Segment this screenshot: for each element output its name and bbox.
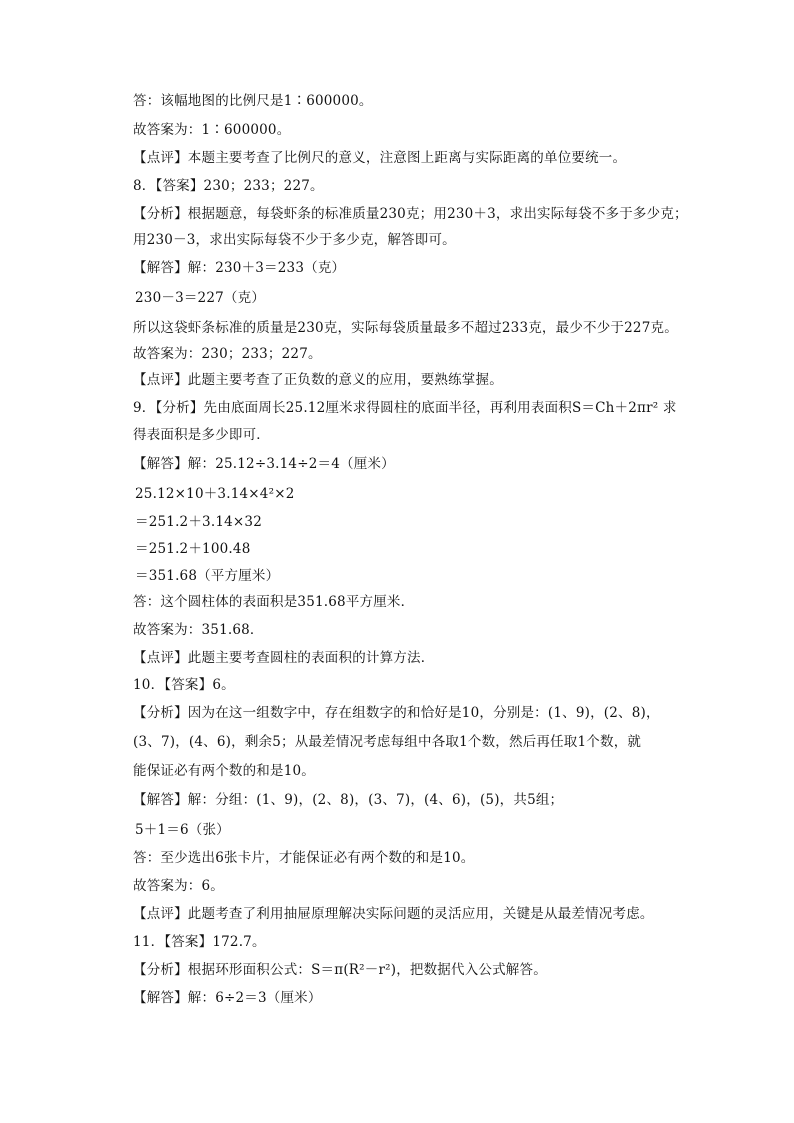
question-8-calc: 230－3＝227（克） <box>135 290 266 306</box>
question-10-solution: 【解答】解：分组：(1、9)，(2、8)，(3、7)，(4、6)，(5)，共5组； <box>133 792 564 808</box>
question-10-comment: 【点评】此题考查了利用抽屉原理解决实际问题的灵活应用，关键是从最差情况考虑。 <box>133 906 654 922</box>
question-10-conclusion: 答：至少选出6张卡片，才能保证必有两个数的和是10。 <box>133 850 475 866</box>
question-11-analysis: 【分析】根据环形面积公式：S＝π(R²－r²)，把数据代入公式解答。 <box>133 962 547 978</box>
question-9-answer: 答：这个圆柱体的表面积是351.68平方厘米． <box>133 594 415 610</box>
question-8-conclusion: 所以这袋虾条标准的质量是230克，实际每袋质量最多不超过233克，最少不少于227克。 <box>133 320 678 336</box>
question-9-calc-3: ＝251.2＋100.48 <box>135 541 251 557</box>
question-9-solution: 【解答】解：25.12÷3.14÷2＝4（厘米） <box>133 456 395 472</box>
question-9-final-answer: 故答案为：351.68． <box>133 622 264 638</box>
answer-line-scale: 答：该幅地图的比例尺是1∶600000。 <box>133 93 373 109</box>
question-8-solution: 【解答】解：230＋3＝233（克） <box>133 260 346 276</box>
question-9-calc-2: ＝251.2＋3.14×32 <box>135 514 262 530</box>
question-8-analysis-cont: 用230－3，求出实际每袋不少于多少克，解答即可。 <box>133 232 456 248</box>
question-8-final-answer: 故答案为：230；233；227。 <box>133 346 322 362</box>
question-9-comment: 【点评】此题主要考查圆柱的表面积的计算方法． <box>133 650 435 666</box>
question-11-answer: 11．【答案】172.7。 <box>133 934 266 950</box>
question-10-analysis-cont: (3、7)，(4、6)，剩余5；从最差情况考虑每组中各取1个数，然后再任取1个数，就 <box>133 734 642 750</box>
question-9-analysis: 9．【分析】先由底面周长25.12厘米求得圆柱的底面半径，再利用表面积S＝Ch＋2πr² 求 <box>133 400 677 416</box>
question-9-calc-1: 25.12×10＋3.14×4²×2 <box>135 486 295 502</box>
final-answer-line: 故答案为：1∶600000。 <box>133 122 291 138</box>
question-8-comment: 【点评】此题主要考查了正负数的意义的应用，要熟练掌握。 <box>133 372 503 388</box>
question-9-analysis-cont: 得表面积是多少即可． <box>133 427 270 443</box>
question-10-calc: 5＋1＝6（张） <box>135 822 230 838</box>
question-9-calc-4: ＝351.68（平方厘米） <box>135 568 280 584</box>
comment-line: 【点评】本题主要考查了比例尺的意义，注意图上距离与实际距离的单位要统一。 <box>133 150 627 166</box>
question-10-final-answer: 故答案为：6。 <box>133 878 224 894</box>
question-10-analysis-cont-2: 能保证必有两个数的和是10。 <box>133 763 315 779</box>
question-10-analysis: 【分析】因为在这一组数字中，存在组数字的和恰好是10，分别是：(1、9)，(2、8)， <box>133 705 660 721</box>
question-8-analysis: 【分析】根据题意，每袋虾条的标准质量230克；用230＋3，求出实际每袋不多于多少克； <box>133 206 688 222</box>
question-11-solution: 【解答】解：6÷2＝3（厘米） <box>133 990 322 1006</box>
question-10-answer: 10．【答案】6。 <box>133 677 235 693</box>
question-8-answer: 8．【答案】230；233；227。 <box>133 178 324 194</box>
